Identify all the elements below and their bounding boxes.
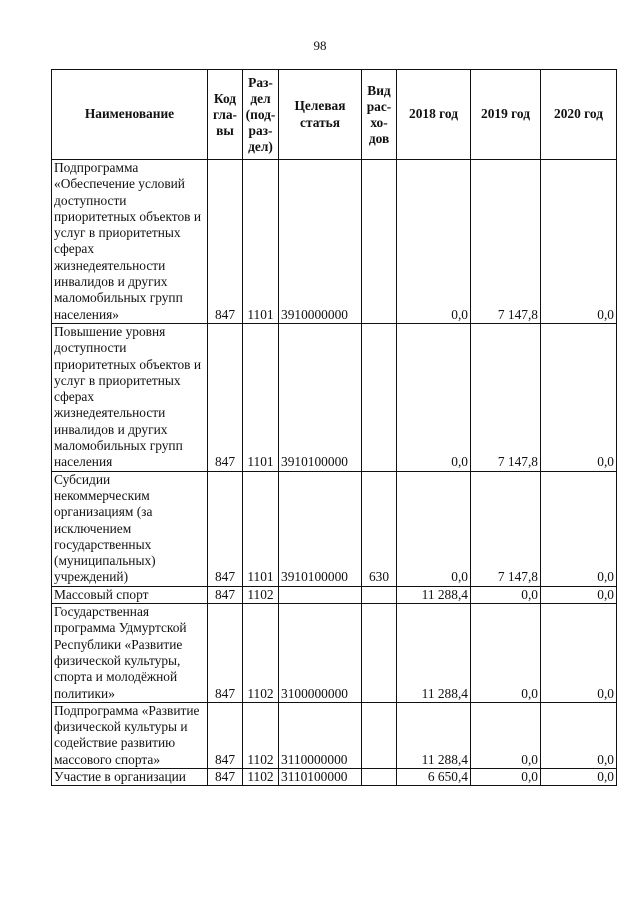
row-name: Государственная программа Удмуртской Республики «Развитие физической культуры, спорта и молодёжной политики»: [52, 604, 208, 703]
row-amount-2020: 0,0: [541, 702, 617, 768]
row-expense-type: [362, 586, 397, 603]
table-row: [52, 604, 617, 703]
row-section: 1101: [243, 160, 279, 324]
row-section: 1102: [243, 768, 279, 785]
row-amount-2018: 0,0: [397, 160, 471, 324]
row-section: 1101: [243, 323, 279, 471]
table-row: [52, 160, 617, 324]
row-target-article: 3110000000: [279, 702, 362, 768]
header-year-2020: 2020 год: [541, 70, 617, 160]
row-name: Массовый спорт: [52, 586, 208, 603]
header-year-2018: 2018 год: [397, 70, 471, 160]
row-expense-type: [362, 160, 397, 324]
header-target-article: Целевая статья: [279, 70, 362, 160]
row-section: 1102: [243, 604, 279, 703]
page-number: 98: [313, 38, 327, 53]
row-amount-2019: 0,0: [471, 586, 541, 603]
row-amount-2018: 11 288,4: [397, 586, 471, 603]
row-amount-2019: 7 147,8: [471, 160, 541, 324]
row-chapter-code: 847: [208, 702, 243, 768]
row-amount-2020: 0,0: [541, 604, 617, 703]
row-chapter-code: 847: [208, 604, 243, 703]
header-year-2019: 2019 год: [471, 70, 541, 160]
row-amount-2020: 0,0: [541, 471, 617, 586]
table-header-row: [52, 70, 617, 160]
row-chapter-code: 847: [208, 768, 243, 785]
row-amount-2019: 0,0: [471, 702, 541, 768]
row-expense-type: [362, 768, 397, 785]
row-target-article: 3910000000: [279, 160, 362, 324]
table-row: [52, 471, 617, 586]
row-amount-2020: 0,0: [541, 160, 617, 324]
row-amount-2018: 11 288,4: [397, 702, 471, 768]
budget-table: [51, 69, 617, 786]
row-name: Участие в организации: [52, 768, 208, 785]
row-amount-2019: 7 147,8: [471, 323, 541, 471]
row-amount-2020: 0,0: [541, 586, 617, 603]
table-row: [52, 768, 617, 785]
row-expense-type: [362, 604, 397, 703]
row-amount-2019: 7 147,8: [471, 471, 541, 586]
row-name: Подпрограмма «Развитие физической культуры и содействие развитию массового спорта»: [52, 702, 208, 768]
row-target-article: 3100000000: [279, 604, 362, 703]
row-section: 1102: [243, 702, 279, 768]
row-target-article: 3910100000: [279, 471, 362, 586]
row-chapter-code: 847: [208, 586, 243, 603]
row-amount-2019: 0,0: [471, 768, 541, 785]
row-amount-2018: 0,0: [397, 471, 471, 586]
row-expense-type: [362, 702, 397, 768]
row-amount-2018: 11 288,4: [397, 604, 471, 703]
row-target-article: 3910100000: [279, 323, 362, 471]
table-row: [52, 323, 617, 471]
table-row: [52, 586, 617, 603]
header-chapter-code: Код гла- вы: [208, 70, 243, 160]
row-expense-type: 630: [362, 471, 397, 586]
row-chapter-code: 847: [208, 471, 243, 586]
table-row: [52, 702, 617, 768]
header-expense-type: Вид рас- хо- дов: [362, 70, 397, 160]
row-target-article: 3110100000: [279, 768, 362, 785]
row-chapter-code: 847: [208, 160, 243, 324]
row-target-article: [279, 586, 362, 603]
row-name: Подпрограмма «Обеспечение условий доступности приоритетных объектов и услуг в приоритетных сферах жизнедеятельности инвалидов и других маломобильных групп населения»: [52, 160, 208, 324]
header-section: Раз- дел (под- раз- дел): [243, 70, 279, 160]
row-chapter-code: 847: [208, 323, 243, 471]
row-amount-2018: 0,0: [397, 323, 471, 471]
row-expense-type: [362, 323, 397, 471]
row-amount-2019: 0,0: [471, 604, 541, 703]
row-section: 1101: [243, 471, 279, 586]
row-amount-2018: 6 650,4: [397, 768, 471, 785]
row-name: Повышение уровня доступности приоритетных объектов и услуг в приоритетных сферах жизнедеятельности инвалидов и других маломобильных групп населения: [52, 323, 208, 471]
row-section: 1102: [243, 586, 279, 603]
row-amount-2020: 0,0: [541, 323, 617, 471]
row-name: Субсидии некоммерческим организациям (за исключением государственных (муниципальных) учреждений): [52, 471, 208, 586]
row-amount-2020: 0,0: [541, 768, 617, 785]
header-name: Наименование: [52, 70, 208, 160]
